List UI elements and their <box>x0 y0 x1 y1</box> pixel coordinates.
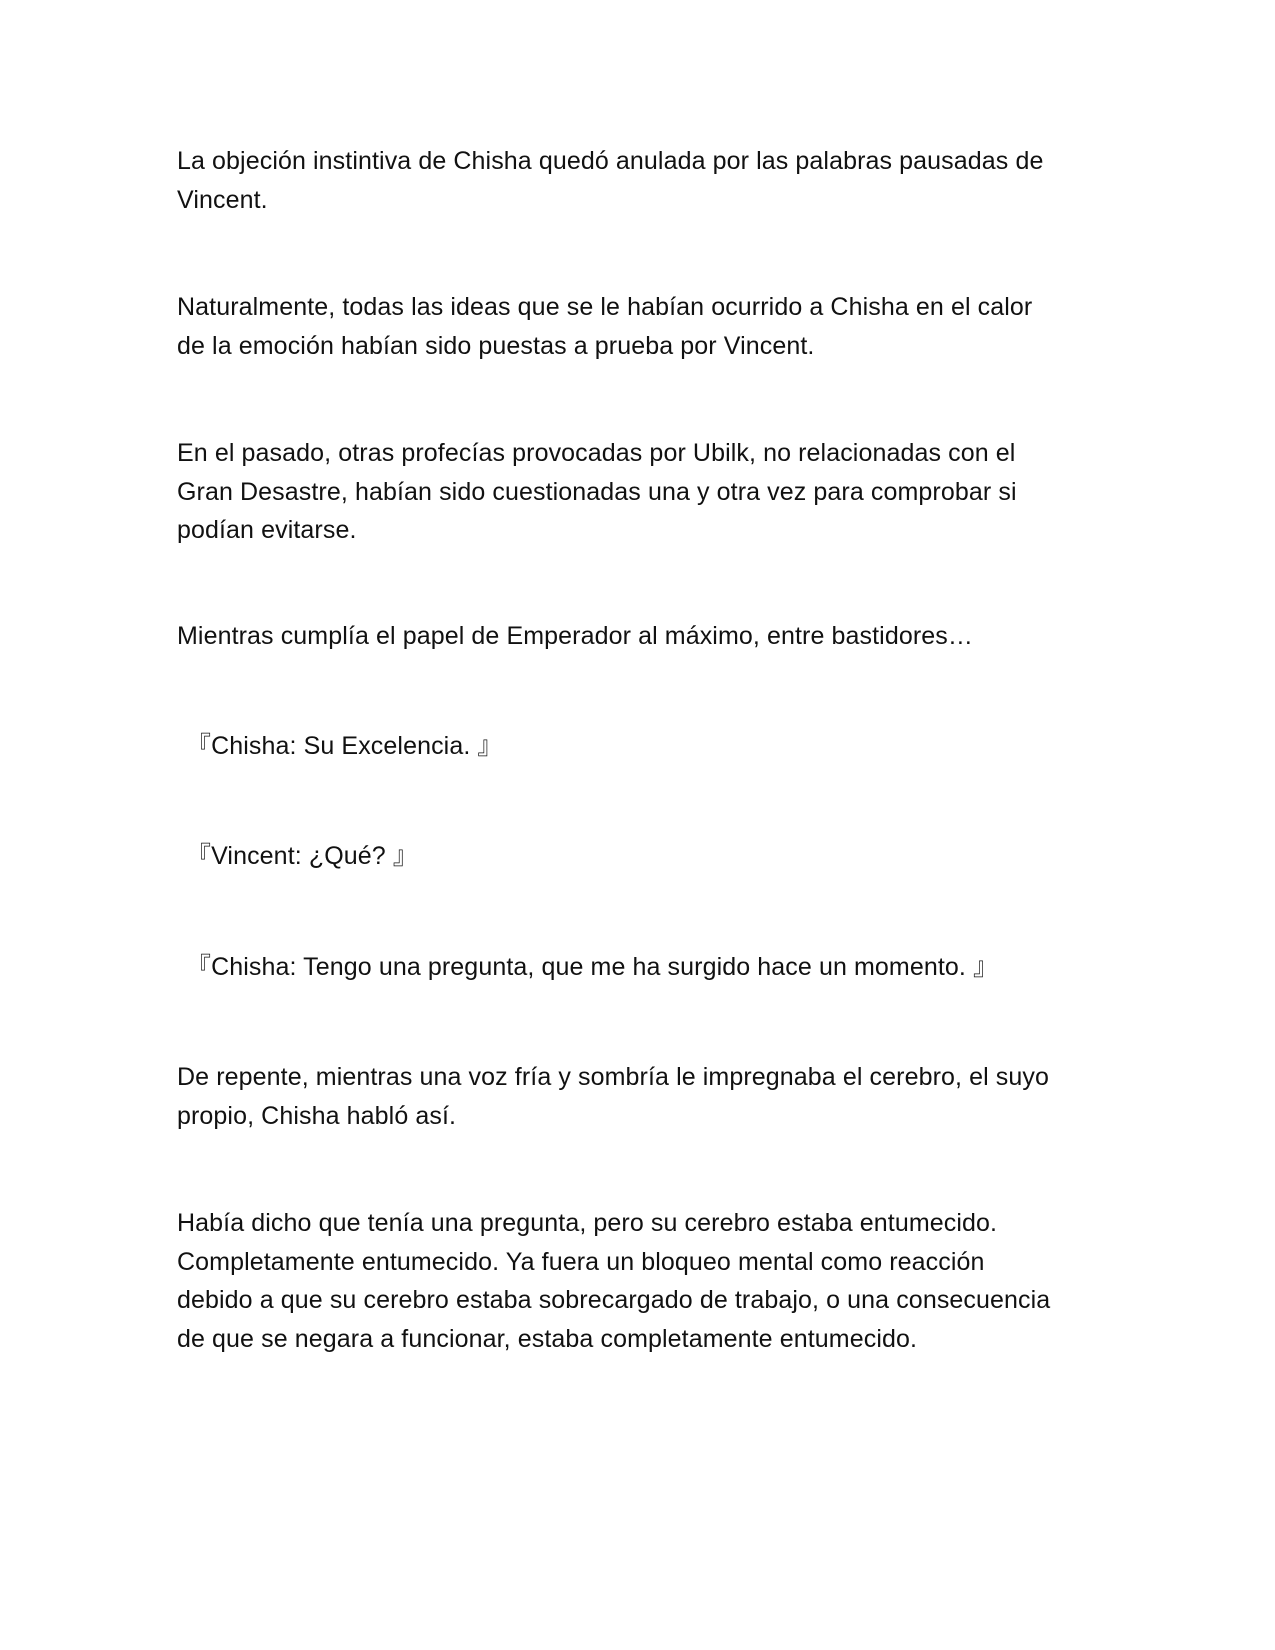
text-line: podían evitarse. <box>177 516 357 544</box>
text-line: En el pasado, otras profecías provocadas por Ubilk, no relacionadas con el <box>177 439 1016 467</box>
paragraph-ideas <box>177 288 1112 365</box>
text-line: de que se negara a funcionar, estaba completamente entumecido. <box>177 1324 918 1353</box>
paragraph-cold-voice <box>177 1058 1112 1135</box>
text-line: Vincent. <box>177 185 268 214</box>
dialogue-chisha-2 <box>186 948 1121 987</box>
dialogue-vincent <box>186 837 1121 876</box>
text-line: propio, Chisha habló así. <box>177 1101 457 1130</box>
text-line: Mientras cumplía el papel de Emperador al máximo, entre bastidores… <box>177 622 973 650</box>
dialogue-line: 『Chisha: Tengo una pregunta, que me ha surgido hace un momento. 』 <box>186 953 999 981</box>
text-line: La objeción instintiva de Chisha quedó anulada por las palabras pausadas de <box>177 147 1044 175</box>
text-line: Gran Desastre, habían sido cuestionadas una y otra vez para comprobar si <box>177 477 1017 506</box>
dialogue-chisha-1 <box>186 727 1121 766</box>
text-line: Había dicho que tenía una pregunta, pero su cerebro estaba entumecido. <box>177 1209 998 1237</box>
dialogue-line: 『Chisha: Su Excelencia. 』 <box>186 732 503 760</box>
paragraph-objection <box>177 142 1112 219</box>
text-line: De repente, mientras una voz fría y sombría le impregnaba el cerebro, el suyo <box>177 1063 1050 1091</box>
paragraph-prophecies <box>177 434 1112 550</box>
dialogue-line: 『Vincent: ¿Qué? 』 <box>186 842 418 870</box>
text-line: Completamente entumecido. Ya fuera un bloqueo mental como reacción <box>177 1247 985 1276</box>
paragraph-numb <box>177 1204 1112 1358</box>
text-line: de la emoción habían sido puestas a prueba por Vincent. <box>177 331 815 360</box>
paragraph-emperor <box>177 617 1112 656</box>
text-line: debido a que su cerebro estaba sobrecargado de trabajo, o una consecuencia <box>177 1286 1051 1314</box>
text-line: Naturalmente, todas las ideas que se le habían ocurrido a Chisha en el calor <box>177 293 1033 321</box>
